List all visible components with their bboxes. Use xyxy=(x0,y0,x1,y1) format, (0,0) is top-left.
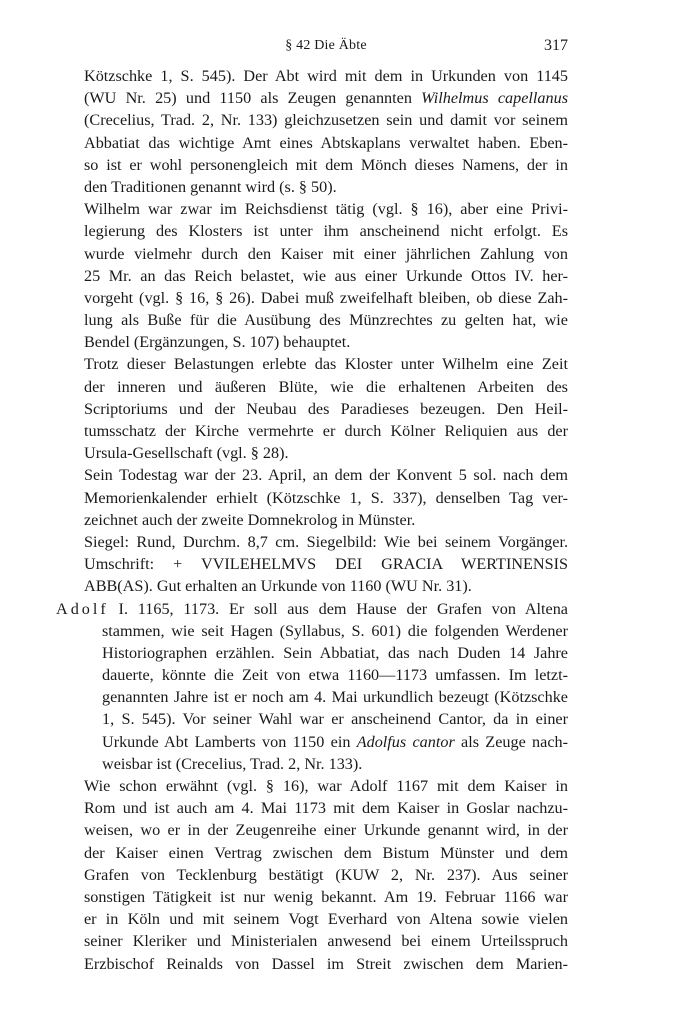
line-text: Wie schon erwähnt (vgl. § 16), war Adolf 1167 mit dem Kaiser in xyxy=(84,777,568,795)
text-line xyxy=(84,442,568,464)
text-line xyxy=(84,886,568,908)
line-text: weisen, wo er in der Zeugenreihe einer Urkunde genannt wird, in der xyxy=(84,821,568,840)
text-line xyxy=(84,753,568,775)
line-text: Historiographen erzählen. Sein Abbatiat, das nach Duden 14 Jahre xyxy=(102,643,568,662)
text-line xyxy=(84,731,568,753)
text-line xyxy=(84,664,568,686)
line-text: Siegel: Rund, Durchm. 8,7 cm. Siegelbild: Wie bei seinem Vorgänger. xyxy=(84,532,568,551)
text-line xyxy=(84,65,568,87)
line-text: zeichnet auch der zweite Domnekrolog in Münster. xyxy=(84,510,416,529)
text-line xyxy=(84,842,568,864)
line-text: Wilhelm war zwar im Reichsdienst tätig (vgl. § 16), aber eine Privi- xyxy=(84,200,568,219)
line-text: der Kaiser einen Vertrag zwischen dem Bistum Münster und dem xyxy=(84,843,568,862)
text-line xyxy=(84,930,568,952)
text-line xyxy=(84,220,568,242)
text-line xyxy=(84,575,568,597)
line-text: Memorienkalender erhielt (Kötzschke 1, S. 337), denselben Tag ver- xyxy=(84,488,568,507)
text-line xyxy=(84,309,568,331)
line-text: Erzbischof Reinalds von Dassel im Streit zwischen dem Marien- xyxy=(84,954,568,973)
line-text: weisbar ist (Crecelius, Trad. 2, Nr. 133). xyxy=(102,754,363,773)
line-text: (WU Nr. 25) und 1150 als Zeugen genannten xyxy=(84,89,422,108)
text-line xyxy=(84,132,568,154)
text-line xyxy=(84,775,568,797)
text-line xyxy=(84,398,568,420)
text-line xyxy=(56,598,568,620)
line-text: Urkunde Abt Lamberts von 1150 ein xyxy=(102,732,357,751)
line-text: Abbatiat das wichtige Amt eines Abtskaplans verwaltet haben. Eben- xyxy=(84,133,568,152)
line-text: Bendel (Ergänzungen, S. 107) behauptet. xyxy=(84,333,351,352)
abbot-name: Adolf xyxy=(56,599,109,618)
text-line xyxy=(84,819,568,841)
line-text: stammen, wie seit Hagen (Syllabus, S. 601) die folgenden Werdener xyxy=(102,621,568,640)
text-line xyxy=(84,198,568,220)
text-line xyxy=(84,243,568,265)
line-text: lung als Buße für die Ausübung des Münzrechtes zu gelten hat, wie xyxy=(84,311,568,330)
text-line xyxy=(84,376,568,398)
line-text: 1, S. 545). Vor seiner Wahl war er anscheinend Cantor, da in einer xyxy=(102,710,568,729)
line-text: den Traditionen genannt wird (s. § 50). xyxy=(84,177,337,196)
text-line xyxy=(84,331,568,353)
line-text: Rom und ist auch am 4. Mai 1173 mit dem Kaiser in Goslar nachzu- xyxy=(84,799,568,818)
text-line xyxy=(84,109,568,131)
line-text: Sein Todestag war der 23. April, an dem der Konvent 5 sol. nach dem xyxy=(84,466,568,485)
line-text: 25 Mr. an das Reich belastet, wie aus einer Urkunde Ottos IV. her- xyxy=(84,266,568,285)
line-text: vorgeht (vgl. § 16, § 26). Dabei muß zweifelhaft bleiben, ob diese Zah- xyxy=(84,288,568,307)
italic-term: Wilhelmus capellanus xyxy=(421,89,568,108)
line-text: legierung des Klosters ist unter ihm anscheinend nicht erfolgt. Es xyxy=(84,222,568,241)
line-text: Kötzschke 1, S. 545). Der Abt wird mit dem in Urkunden von 1145 xyxy=(84,67,568,85)
line-text: I. 1165, 1173. Er soll aus dem Hause der Grafen von Altena xyxy=(108,599,568,618)
text-line xyxy=(84,553,568,575)
text-line xyxy=(84,509,568,531)
text-line xyxy=(84,531,568,553)
text-line xyxy=(84,908,568,930)
italic-term: Adolfus cantor xyxy=(356,732,455,751)
line-text: sonstigen Tätigkeit ist nur wenig bekannt. Am 19. Februar 1166 war xyxy=(84,887,568,906)
section-title: § 42 Die Äbte xyxy=(285,38,367,53)
line-text: Ursula-Gesellschaft (vgl. § 28). xyxy=(84,444,289,463)
line-text: genannten Jahre ist er noch am 4. Mai urkundlich bezeugt (Kötzschke xyxy=(102,688,568,707)
running-head xyxy=(84,36,568,56)
line-text: Umschrift: + VVILEHELMVS DEI GRACIA WERTINENSIS xyxy=(84,555,568,574)
line-text: Grafen von Tecklenburg bestätigt (KUW 2, Nr. 237). Aus seiner xyxy=(84,865,568,884)
line-text: wurde vielmehr durch den Kaiser mit einer jährlichen Zahlung von xyxy=(84,244,568,263)
line-text: so ist er wohl personengleich mit dem Mönch dieses Namens, der in xyxy=(84,155,568,174)
line-text: seiner Kleriker und Ministerialen anwesend bei einem Urteilsspruch xyxy=(84,932,568,951)
line-text: dauerte, könnte die Zeit von etwa 1160—1173 umfassen. Im letzt- xyxy=(102,666,568,685)
text-line xyxy=(84,797,568,819)
line-text: Scriptoriums und der Neubau des Paradieses bezeugen. Den Heil- xyxy=(84,399,568,418)
text-line xyxy=(84,620,568,642)
text-line xyxy=(84,487,568,509)
text-line xyxy=(84,265,568,287)
line-text: Trotz dieser Belastungen erlebte das Kloster unter Wilhelm eine Zeit xyxy=(84,355,568,374)
line-text-continued: als Zeuge nach- xyxy=(454,732,568,751)
text-line xyxy=(84,686,568,708)
line-text: ABB(AS). Gut erhalten an Urkunde von 1160 (WU Nr. 31). xyxy=(84,577,472,596)
text-line xyxy=(84,864,568,886)
text-line xyxy=(84,87,568,109)
text-line xyxy=(84,287,568,309)
line-text: der inneren und äußeren Blüte, wie die erhaltenen Arbeiten des xyxy=(84,377,568,396)
text-line xyxy=(84,353,568,375)
text-line xyxy=(84,464,568,486)
text-line xyxy=(84,953,568,975)
body-text xyxy=(56,65,568,975)
text-line xyxy=(84,420,568,442)
text-line xyxy=(84,154,568,176)
line-text: er in Köln und mit seinem Vogt Everhard von Altena sowie vielen xyxy=(84,910,568,929)
page-number: 317 xyxy=(544,37,568,54)
text-line xyxy=(84,642,568,664)
line-text: (Crecelius, Trad. 2, Nr. 133) gleichzusetzen sein und damit vor seinem xyxy=(84,111,568,130)
text-line xyxy=(84,176,568,198)
line-text: tumsschatz der Kirche vermehrte er durch Kölner Reliquien aus der xyxy=(84,422,568,440)
text-line xyxy=(84,708,568,730)
